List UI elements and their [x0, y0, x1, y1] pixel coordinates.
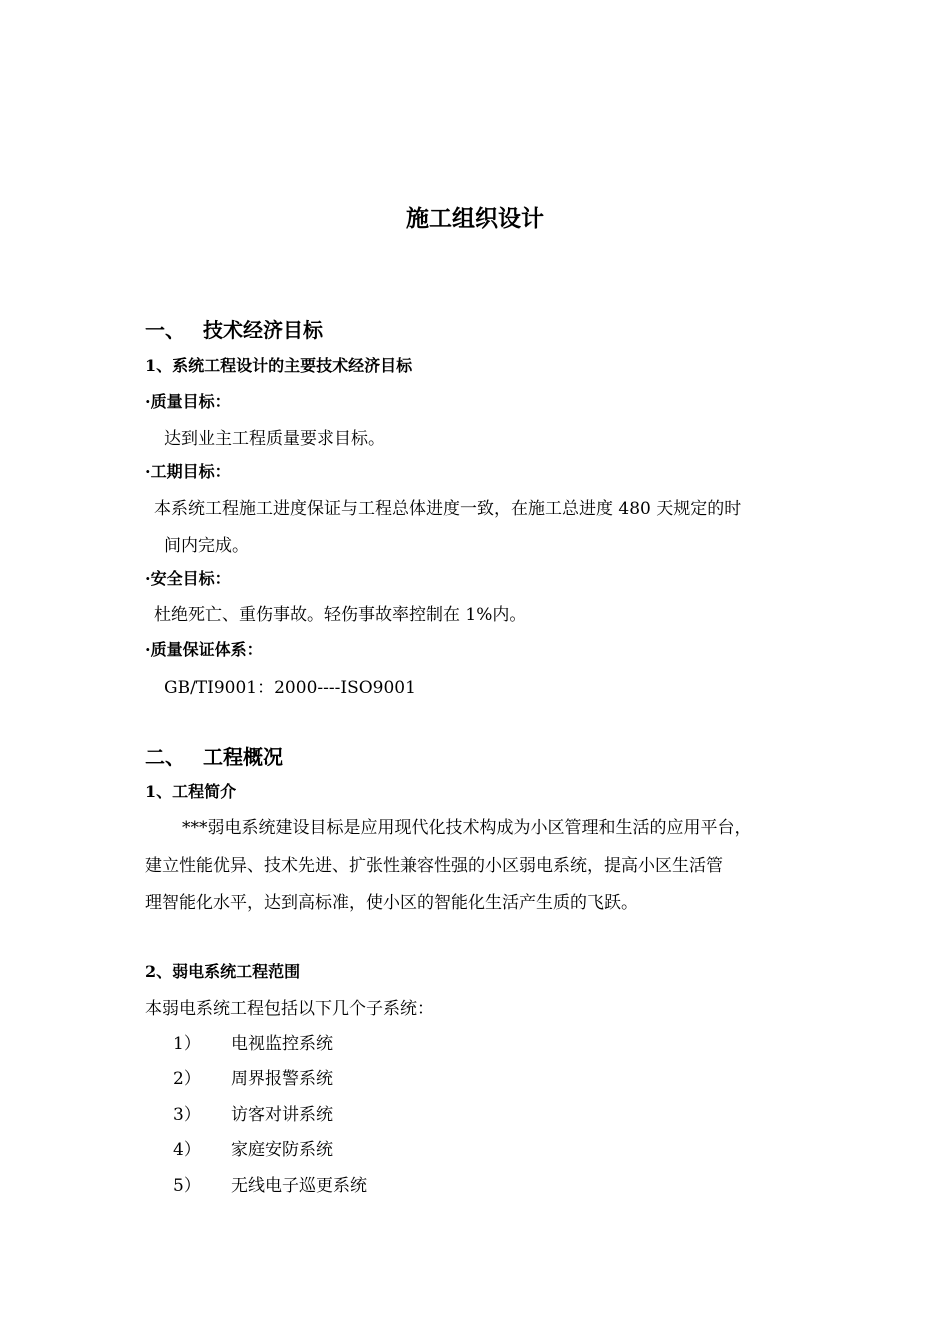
schedule-target-label: ·工期目标：	[145, 462, 231, 481]
project-intro-subheading: 1、工程简介	[145, 782, 237, 801]
list-item-label: 访客对讲系统	[231, 1105, 333, 1125]
schedule-target-text-line-2: 间内完成。	[164, 536, 249, 556]
project-intro-line-3: 理智能化水平，达到高标准，使小区的智能化生活产生质的飞跃。	[145, 893, 638, 913]
quality-assurance-text: GB/TI9001：2000----ISO9001	[164, 678, 416, 698]
section-1-title: 技术经济目标	[203, 318, 323, 342]
quality-target-label: ·质量目标：	[145, 392, 231, 411]
project-intro-line-1: ***弱电系统建设目标是应用现代化技术构成为小区管理和生活的应用平台，	[182, 818, 752, 838]
quality-target-text: 达到业主工程质量要求目标。	[164, 429, 385, 449]
list-item-number: 3）	[173, 1105, 201, 1125]
list-item-label: 无线电子巡更系统	[231, 1176, 367, 1196]
section-2-number: 二、	[145, 745, 185, 769]
scope-subheading: 2、弱电系统工程范围	[145, 962, 301, 981]
document-title: 施工组织设计	[406, 205, 544, 232]
section-1-subheading: 1、系统工程设计的主要技术经济目标	[145, 356, 413, 375]
scope-intro-text: 本弱电系统工程包括以下几个子系统：	[145, 999, 434, 1019]
section-1-heading	[145, 314, 323, 343]
safety-target-text: 杜绝死亡、重伤事故。轻伤事故率控制在 1%内。	[154, 605, 527, 625]
safety-target-label: ·安全目标：	[145, 569, 231, 588]
section-2-heading	[145, 741, 283, 770]
section-1-number: 一、	[145, 318, 185, 342]
list-item-label: 家庭安防系统	[231, 1140, 333, 1160]
list-item-number: 5）	[173, 1176, 201, 1196]
list-item-number: 2）	[173, 1069, 201, 1089]
schedule-target-text-line-1: 本系统工程施工进度保证与工程总体进度一致，在施工总进度 480 天规定的时	[154, 499, 742, 519]
list-item-label: 电视监控系统	[231, 1034, 333, 1054]
section-2-title: 工程概况	[203, 745, 283, 769]
project-intro-line-2: 建立性能优异、技术先进、扩张性兼容性强的小区弱电系统，提高小区生活管	[145, 856, 723, 876]
list-item-label: 周界报警系统	[231, 1069, 333, 1089]
list-item-number: 1）	[173, 1034, 201, 1054]
quality-assurance-label: ·质量保证体系：	[145, 640, 263, 659]
list-item-number: 4）	[173, 1140, 201, 1160]
